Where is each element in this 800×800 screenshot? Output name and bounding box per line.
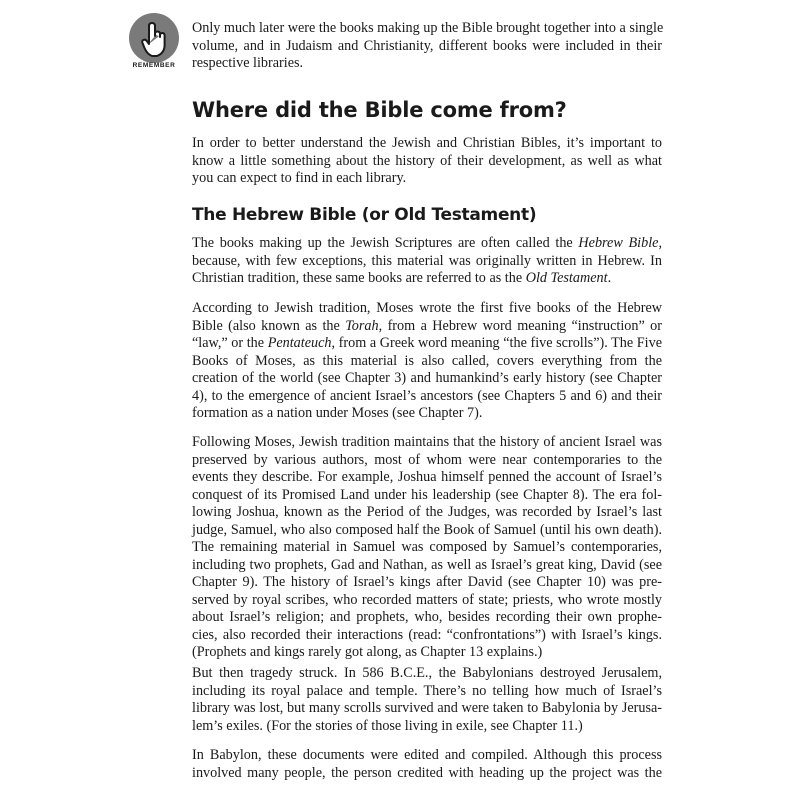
p2-text: According to Jewish tradition, Moses wrote the first five books of the Hebrew Bible (also known as the — [192, 300, 662, 334]
p3-line: conquest of its Promised Land under his leadership (see Chapter 8). The era fol- — [192, 486, 662, 503]
remember-note — [192, 20, 662, 73]
p3-line: The remaining material in Samuel was composed by Samuel’s contemporaries, — [192, 539, 662, 555]
paragraph-tragedy — [192, 665, 662, 735]
subsection-title: The Hebrew Bible (or Old Testament) — [192, 205, 537, 225]
intro-line: know a little something about the history of their development, as well as what — [192, 152, 662, 169]
intro-line: In order to better understand the Jewish and Christian Bibles, it’s important to — [192, 135, 662, 151]
remember-line: volume, and in Judaism and Christianity, different books were included in their — [192, 37, 662, 54]
p3-line: about Israel’s religion; and prophets, who, besides recording their own prophe- — [192, 609, 662, 625]
p3-line: preserved by various authors, most of whom were near contemporaries to the — [192, 451, 662, 468]
paragraph-history — [192, 434, 662, 662]
p2-term-torah: Torah — [345, 317, 379, 334]
p1-text: The books making up the Jewish Scriptures are often called the — [192, 235, 579, 251]
p4-line: including its royal palace and temple. There’s no telling how much of Israel’s — [192, 682, 662, 699]
p3-line: events they describe. For example, Joshua himself penned the account of Israel’s — [192, 469, 662, 485]
p4-line: library was lost, but many scrolls survived and were taken to Babylonia by Jerusa- — [192, 700, 662, 716]
p3-line: including two prophets, Gad and Nathan, as well as Israel’s great king, David (see — [192, 556, 662, 573]
p3-line: (Prophets and kings rarely got along, as Chapter 13 explains.) — [192, 644, 543, 660]
p3-line: judge, Samuel, who also composed half the Book of Samuel (until his own death). — [192, 521, 662, 538]
paragraph-babylon — [192, 747, 662, 782]
p2-text: , from a Greek word meaning “the five scrolls”). The Five Books of Moses, as this material is also called, covers everything from the creation of the world (see Chapter 3) and humankind’s early history (see Chapter 4), to the emergence of ancient Israel’s ancestors (see Chapters 5 and 6) and their formation as a nation under Moses (see Chapter 7). — [192, 335, 662, 421]
p2-term-pentateuch: Pentateuch — [267, 335, 332, 351]
p2-text: , from a Hebrew word meaning “instruction” or “law,” or the — [192, 317, 662, 351]
p3-line: lowing Joshua, known as the Period of the Judges, was recorded by Israel’s last — [192, 504, 662, 520]
p5-line: involved many people, the person credited with heading up the project was the — [192, 764, 662, 781]
p4-line: lem’s exiles. (For the stories of those living in exile, see Chapter 11.) — [192, 717, 583, 734]
intro-line: you can expect to find in each library. — [192, 170, 407, 186]
p5-line: In Babylon, these documents were edited and compiled. Although this process — [192, 747, 662, 763]
p1-text: . — [607, 270, 612, 286]
remember-line: respective libraries. — [192, 55, 304, 71]
p3-line: served by royal scribes, who recorded matters of state; priests, who wrote mostly — [192, 591, 662, 608]
p4-line: But then tragedy struck. In 586 B.C.E., the Babylonians destroyed Jerusalem, — [192, 665, 662, 681]
paragraph-hebrew-bible — [192, 235, 662, 288]
p3-line: Chapter 9). The history of Israel’s kings after David (see Chapter 10) was pre- — [192, 574, 662, 590]
remember-hand-icon — [128, 12, 180, 64]
p1-text: , because, with few exceptions, this material was originally written in Hebrew. In Christian tradition, these same books are referred to as the — [192, 235, 662, 286]
p1-term-old-testament: Old Testament — [525, 270, 608, 286]
section-intro — [192, 135, 662, 188]
p3-line: Following Moses, Jewish tradition maintains that the history of ancient Israel was — [192, 434, 662, 450]
section-title: Where did the Bible come from? — [192, 98, 567, 122]
remember-label: REMEMBER — [132, 62, 176, 69]
p3-line: cies, also recorded their interactions (read: “confrontations”) with Israel’s kings. — [192, 626, 662, 643]
remember-line: Only much later were the books making up the Bible brought together into a single — [192, 20, 664, 36]
p1-term-hebrew-bible: Hebrew Bible — [578, 235, 659, 251]
paragraph-moses — [192, 300, 662, 423]
